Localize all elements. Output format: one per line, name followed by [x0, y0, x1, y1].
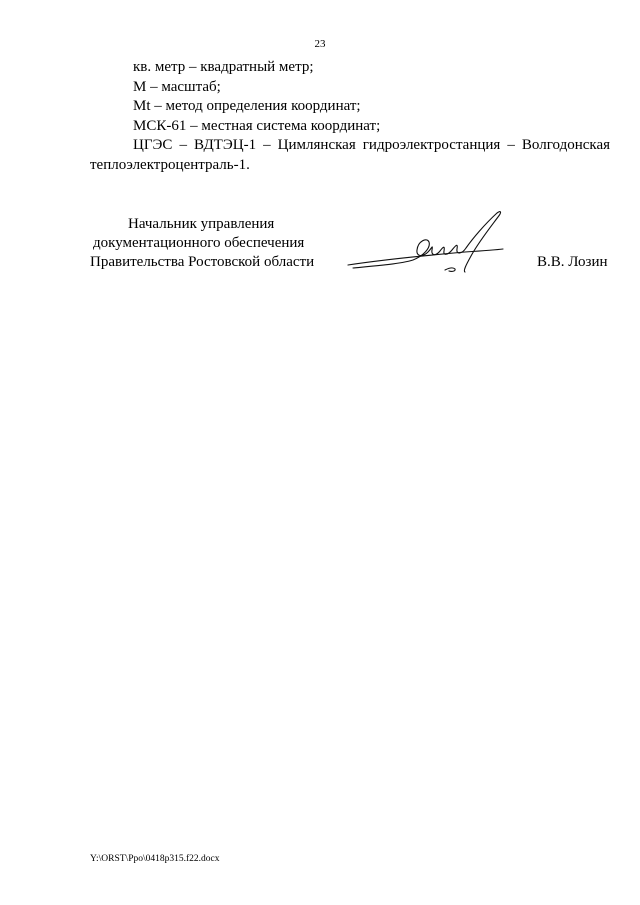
abbreviation-item: Mt – метод определения координат;: [133, 98, 361, 114]
abbreviations-list: [90, 58, 610, 175]
signer-position-line: Правительства Ростовской области: [90, 254, 315, 270]
signer-position-line: Начальник управления: [128, 216, 275, 232]
handwritten-signature: [345, 208, 515, 283]
abbreviation-item: ЦГЭС – ВДТЭЦ-1 – Цимлянская гидроэлектростанция – Волгодонская теплоэлектроцентраль-1.: [90, 137, 610, 173]
abbreviation-item: МСК-61 – местная система координат;: [133, 117, 381, 134]
abbreviation-item: кв. метр – квадратный метр;: [133, 59, 314, 75]
abbreviation-item: М – масштаб;: [133, 78, 221, 95]
page-number: 23: [314, 38, 326, 50]
signature-tail-stroke: [445, 268, 455, 271]
signer-position: [90, 215, 320, 272]
signer-name: В.В. Лозин: [537, 254, 608, 270]
file-path-footer: Y:\ORST\Ppo\0418p315.f22.docx: [90, 854, 220, 864]
signature-main-stroke: [353, 212, 501, 272]
signer-position-line: документационного обеспечения: [93, 235, 305, 251]
